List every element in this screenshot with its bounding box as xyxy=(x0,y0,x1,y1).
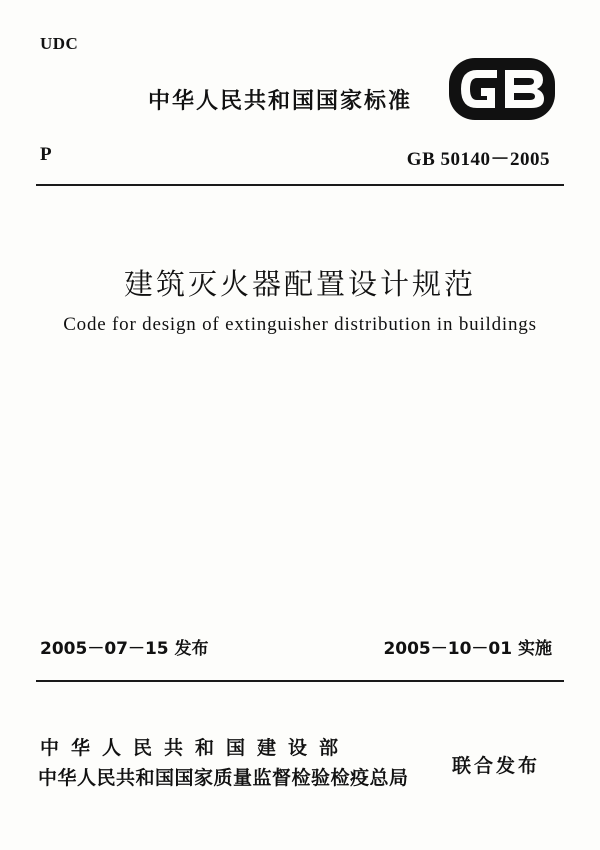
udc-label: UDC xyxy=(40,34,79,53)
national-standard-heading: 中华人民共和国国家标准 xyxy=(148,89,413,114)
classification-letter: P xyxy=(40,144,52,165)
issuer-ministry: 中华人民共和国建设部 xyxy=(40,737,351,759)
joint-release-label: 联合发布 xyxy=(452,755,541,777)
title-english: Code for design of extinguisher distribution in buildings xyxy=(63,314,537,335)
issuer-aqsiq: 中华人民共和国国家质量监督检验检疫总局 xyxy=(38,767,409,789)
title-chinese: 建筑灭火器配置设计规范 xyxy=(123,267,476,301)
effective-date: 2005－10－01 实施 xyxy=(383,639,552,659)
issue-date: 2005－07－15 发布 xyxy=(40,639,209,659)
standard-code: GB 50140－2005 xyxy=(406,149,550,170)
gb-logo xyxy=(447,56,557,122)
top-divider xyxy=(36,184,564,186)
bottom-divider xyxy=(36,680,564,682)
